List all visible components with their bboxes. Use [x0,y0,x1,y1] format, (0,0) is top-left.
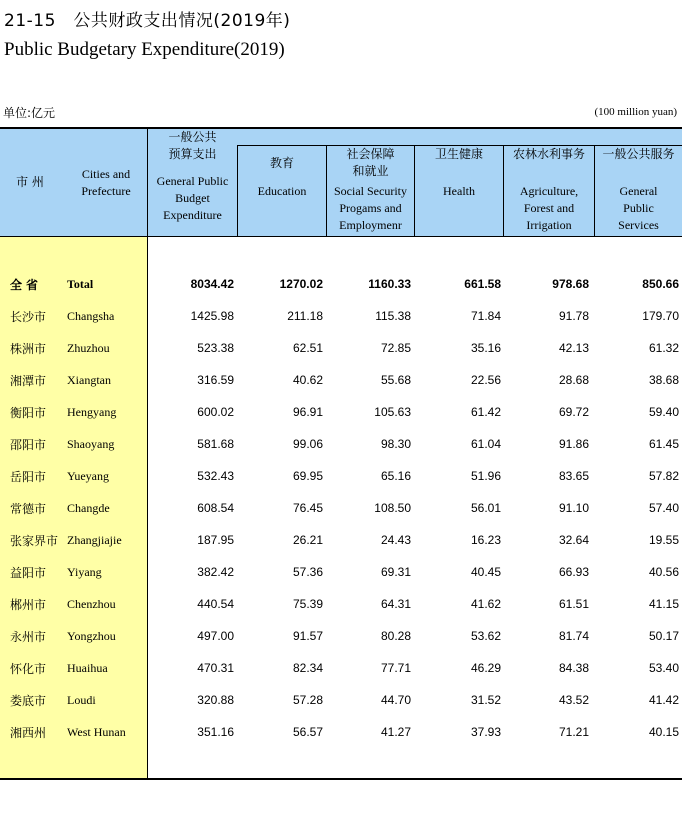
table-top-rule [0,127,682,129]
city-name-cn: 湘潭市 [10,374,47,388]
cell-services: 38.68 [648,373,679,387]
city-name-en: Zhuzhou [67,341,110,355]
cell-agri: 91.86 [558,437,589,451]
city-name-cn: 娄底市 [10,694,47,708]
cell-social: 64.31 [380,597,411,611]
cell-agri: 28.68 [558,373,589,387]
cell-agri: 42.13 [558,341,589,355]
cell-services: 41.42 [648,693,679,707]
table-row [0,653,682,685]
cell-agri: 978.68 [552,277,589,291]
cell-general: 382.42 [197,565,234,579]
cell-social: 1160.33 [368,277,411,291]
header-services-en: General Public Services [618,184,659,232]
cell-services: 40.56 [648,565,679,579]
header-education-en: Education [257,184,307,198]
cell-health: 35.16 [470,341,501,355]
header-general-en: General Public Budget Expenditure [156,174,229,222]
cell-education: 62.51 [292,341,323,355]
header-services-cn: 一般公共服务 [602,147,675,161]
cell-services: 61.45 [648,437,679,451]
cell-general: 187.95 [197,533,234,547]
cell-services: 40.15 [648,725,679,739]
header-agri-cn: 农林水利事务 [512,147,585,161]
table-row [0,493,682,525]
city-name-en: Huaihua [67,661,108,675]
city-name-en: West Hunan [67,725,126,739]
cell-services: 41.15 [648,597,679,611]
cell-health: 661.58 [464,277,501,291]
cell-general: 440.54 [197,597,234,611]
cell-services: 57.40 [648,501,679,515]
header-city-cn: 市 州 [16,175,44,189]
city-name-en: Yueyang [67,469,109,483]
header-health-en: Health [443,184,475,198]
cell-agri: 66.93 [558,565,589,579]
cell-social: 24.43 [380,533,411,547]
table-row [0,365,682,397]
table-row [0,525,682,557]
table-bottom-rule [0,778,682,780]
cell-services: 53.40 [648,661,679,675]
cell-health: 40.45 [470,565,501,579]
city-name-en: Changsha [67,309,115,323]
cell-social: 77.71 [380,661,411,675]
city-name-cn: 常德市 [10,502,47,516]
cell-health: 56.01 [470,501,501,515]
cell-education: 57.36 [292,565,323,579]
table-row [0,333,682,365]
cell-general: 1425.98 [190,309,234,323]
cell-health: 22.56 [470,373,501,387]
cell-education: 69.95 [292,469,323,483]
cell-general: 8034.42 [190,277,234,291]
table-row [0,397,682,429]
cell-general: 600.02 [197,405,234,419]
city-name-cn: 株洲市 [10,342,47,356]
city-name-en: Total [67,277,94,291]
cell-social: 80.28 [380,629,411,643]
cell-health: 46.29 [470,661,501,675]
cell-social: 115.38 [375,309,411,323]
table-row [0,461,682,493]
table-title-en: Public Budgetary Expenditure(2019) [4,39,285,60]
table-row [0,301,682,333]
cell-education: 82.34 [292,661,323,675]
unit-label-cn: 单位:亿元 [3,106,56,120]
cell-agri: 91.10 [558,501,589,515]
cell-social: 44.70 [380,693,411,707]
city-name-en: Hengyang [67,405,117,419]
cell-social: 69.31 [380,565,411,579]
table-row [0,621,682,653]
header-education-cn: 教育 [269,156,294,170]
cell-education: 96.91 [292,405,323,419]
city-name-cn: 邵阳市 [10,438,47,452]
cell-health: 61.42 [470,405,501,419]
cell-health: 41.62 [470,597,501,611]
cell-social: 105.63 [374,405,411,419]
cell-services: 850.66 [642,277,679,291]
cell-social: 72.85 [380,341,411,355]
cell-education: 211.18 [287,309,323,323]
cell-education: 57.28 [292,693,323,707]
city-name-en: Loudi [67,693,96,707]
cell-general: 581.68 [197,437,234,451]
cell-social: 108.50 [374,501,411,515]
cell-social: 55.68 [380,373,411,387]
cell-health: 37.93 [470,725,501,739]
table-row [0,589,682,621]
header-social-en: Social Security Progams and Employmenr [334,184,407,232]
cell-services: 19.55 [648,533,679,547]
city-name-en: Shaoyang [67,437,115,451]
city-name-cn: 衡阳市 [10,406,47,420]
total-row [0,269,682,301]
cell-education: 1270.02 [279,277,323,291]
city-name-cn: 益阳市 [10,566,47,580]
city-name-en: Chenzhou [67,597,116,611]
city-name-en: Changde [67,501,110,515]
city-name-cn: 全省 [10,278,43,292]
cell-education: 75.39 [292,597,323,611]
cell-health: 51.96 [470,469,501,483]
header-health-cn: 卫生健康 [434,147,483,161]
cell-services: 50.17 [648,629,679,643]
city-name-en: Zhangjiajie [67,533,122,547]
city-name-cn: 永州市 [10,630,47,644]
cell-health: 71.84 [470,309,501,323]
cell-education: 56.57 [292,725,323,739]
cell-health: 53.62 [470,629,501,643]
cell-services: 59.40 [648,405,679,419]
header-city-en: Cities and Prefecture [81,167,131,198]
cell-social: 65.16 [380,469,411,483]
city-name-cn: 郴州市 [10,598,47,612]
cell-general: 316.59 [197,373,234,387]
city-name-cn: 长沙市 [10,310,47,324]
table-row [0,685,682,717]
header-agri-en: Agriculture, Forest and Irrigation [519,184,579,232]
cell-education: 91.57 [292,629,323,643]
cell-agri: 69.72 [558,405,589,419]
city-name-en: Yongzhou [67,629,116,643]
city-name-cn: 湘西州 [10,726,47,740]
table-title-cn: 21-15 公共财政支出情况(2019年) [4,11,291,31]
cell-agri: 83.65 [558,469,589,483]
cell-education: 99.06 [292,437,323,451]
cell-general: 497.00 [197,629,234,643]
cell-education: 76.45 [292,501,323,515]
cell-agri: 91.78 [558,309,589,323]
cell-education: 40.62 [292,373,323,387]
header-general-cn: 一般公共预算支出 [168,130,217,161]
cell-agri: 32.64 [558,533,589,547]
cell-general: 351.16 [197,725,234,739]
cell-health: 61.04 [470,437,501,451]
cell-general: 320.88 [197,693,234,707]
cell-services: 57.82 [648,469,679,483]
city-name-cn: 岳阳市 [10,470,47,484]
city-name-cn: 怀化市 [10,662,47,676]
cell-services: 179.70 [642,309,679,323]
cell-general: 532.43 [197,469,234,483]
city-name-en: Xiangtan [67,373,111,387]
cell-agri: 61.51 [558,597,589,611]
cell-health: 31.52 [470,693,501,707]
cell-education: 26.21 [292,533,323,547]
cell-social: 98.30 [380,437,411,451]
cell-agri: 71.21 [558,725,589,739]
city-name-cn: 张家界市 [10,534,59,548]
table-row [0,429,682,461]
cell-general: 470.31 [197,661,234,675]
cell-services: 61.32 [648,341,679,355]
header-social-cn: 社会保障和就业 [346,147,395,178]
cell-agri: 84.38 [558,661,589,675]
unit-label-en: (100 million yuan) [594,106,677,118]
table-row [0,557,682,589]
cell-general: 608.54 [197,501,234,515]
cell-agri: 43.52 [558,693,589,707]
city-name-en: Yiyang [67,565,102,579]
cell-general: 523.38 [197,341,234,355]
table-row [0,717,682,749]
table-header-rule [0,236,682,237]
cell-agri: 81.74 [558,629,589,643]
cell-social: 41.27 [380,725,411,739]
cell-health: 16.23 [470,533,501,547]
